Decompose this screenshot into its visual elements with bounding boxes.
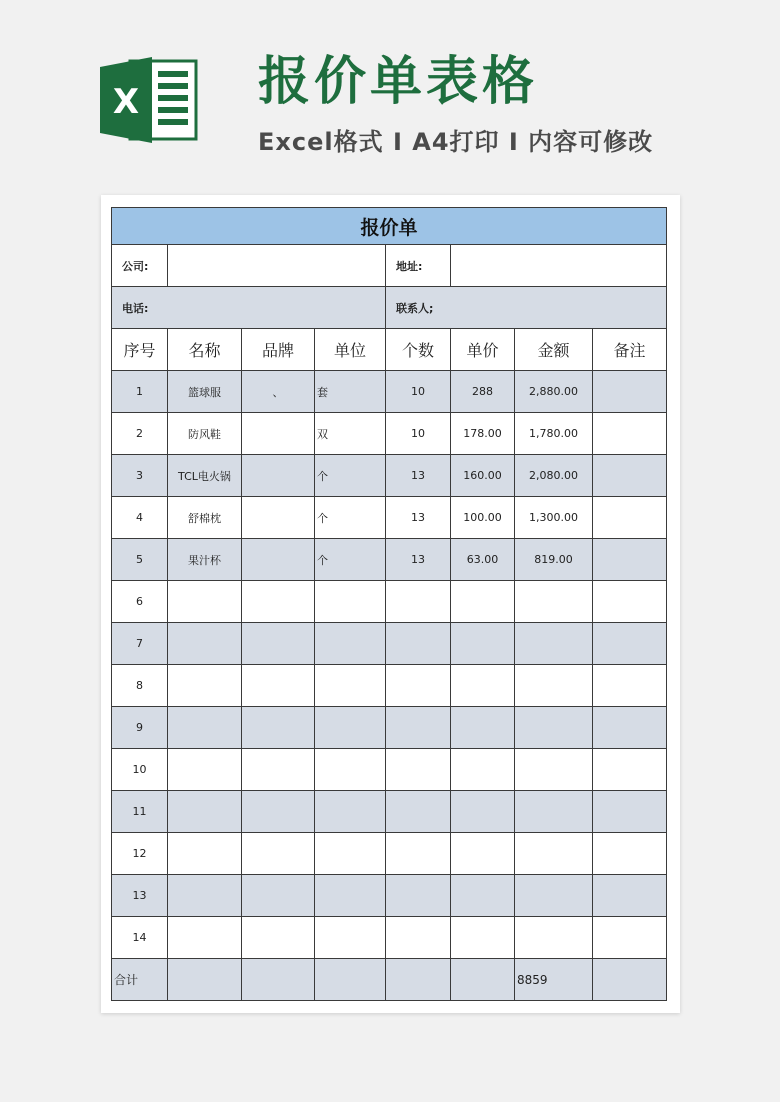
unit-price-cell[interactable] [451,665,515,707]
unit-cell[interactable]: 个 [315,455,386,497]
item-name-cell[interactable] [168,833,242,875]
amount-cell[interactable] [515,791,593,833]
item-name-cell[interactable] [168,665,242,707]
unit-cell[interactable] [315,791,386,833]
table-row [112,707,667,749]
unit-price-cell[interactable]: 100.00 [451,497,515,539]
note-cell[interactable] [593,875,667,917]
unit-price-cell[interactable] [451,791,515,833]
item-name-cell[interactable]: 篮球服 [168,371,242,413]
table-row [112,623,667,665]
phone-label[interactable]: 电话: [112,287,386,329]
item-name-cell[interactable]: 舒棉枕 [168,497,242,539]
sheet-title-row [112,208,667,245]
amount-cell[interactable] [515,749,593,791]
quantity-cell[interactable]: 10 [386,371,451,413]
unit-price-cell[interactable]: 178.00 [451,413,515,455]
column-header: 品牌 [242,329,315,371]
unit-price-cell[interactable]: 160.00 [451,455,515,497]
unit-cell[interactable] [315,917,386,959]
unit-price-cell[interactable] [451,875,515,917]
item-name-cell[interactable] [168,875,242,917]
unit-price-cell[interactable]: 63.00 [451,539,515,581]
note-cell[interactable] [593,833,667,875]
quantity-cell[interactable]: 13 [386,539,451,581]
note-cell[interactable] [593,371,667,413]
row-number-cell[interactable]: 3 [112,455,168,497]
quantity-cell[interactable]: 13 [386,455,451,497]
table-row [112,665,667,707]
quantity-cell[interactable] [386,833,451,875]
item-name-cell[interactable] [168,581,242,623]
table-row [112,581,667,623]
amount-cell[interactable]: 1,780.00 [515,413,593,455]
note-cell[interactable] [593,413,667,455]
unit-cell[interactable] [315,749,386,791]
unit-cell[interactable] [315,581,386,623]
column-header: 备注 [593,329,667,371]
brand-cell[interactable] [242,791,315,833]
unit-price-cell[interactable] [451,749,515,791]
amount-cell[interactable]: 2,080.00 [515,455,593,497]
company-cell[interactable] [168,245,386,287]
amount-cell[interactable] [515,581,593,623]
total-row [112,959,667,1001]
brand-cell[interactable] [242,833,315,875]
row-number-cell[interactable]: 9 [112,707,168,749]
total-label: 合计 [112,959,168,1001]
item-name-cell[interactable] [168,917,242,959]
amount-cell[interactable] [515,665,593,707]
phone-row [112,287,667,329]
quantity-cell[interactable] [386,791,451,833]
note-cell[interactable] [593,749,667,791]
spreadsheet-page [101,195,680,1013]
row-number-cell[interactable]: 2 [112,413,168,455]
unit-cell[interactable] [315,833,386,875]
note-cell[interactable] [593,665,667,707]
table-row [112,917,667,959]
item-name-cell[interactable] [168,707,242,749]
brand-cell[interactable] [242,455,315,497]
unit-price-cell[interactable] [451,707,515,749]
column-header: 个数 [386,329,451,371]
brand-cell[interactable] [242,665,315,707]
item-name-cell[interactable] [168,749,242,791]
row-number-cell[interactable]: 11 [112,791,168,833]
amount-cell[interactable] [515,917,593,959]
column-header: 名称 [168,329,242,371]
item-name-cell[interactable]: 防风鞋 [168,413,242,455]
quantity-cell[interactable] [386,707,451,749]
quantity-cell[interactable] [386,875,451,917]
note-cell[interactable] [593,581,667,623]
note-cell[interactable] [593,539,667,581]
banner-title: 报价单表格 [258,52,539,112]
address-cell[interactable] [451,245,667,287]
total-amount[interactable]: 8859 [515,959,593,1001]
quantity-cell[interactable] [386,665,451,707]
column-header-row [112,329,667,371]
brand-cell[interactable] [242,623,315,665]
quotation-table [111,207,667,1001]
note-cell[interactable] [593,455,667,497]
unit-cell[interactable]: 个 [315,539,386,581]
brand-cell[interactable] [242,875,315,917]
note-cell[interactable] [593,917,667,959]
note-cell[interactable] [593,791,667,833]
address-label: 地址: [386,245,451,287]
logo-letter: X [112,82,140,122]
item-name-cell[interactable]: TCL电火锅 [168,455,242,497]
row-number-cell[interactable]: 1 [112,371,168,413]
table-row [112,371,667,413]
table-row [112,833,667,875]
column-header: 单位 [315,329,386,371]
item-name-cell[interactable] [168,791,242,833]
table-row [112,497,667,539]
table-row [112,413,667,455]
brand-cell[interactable] [242,707,315,749]
column-header: 单价 [451,329,515,371]
amount-cell[interactable] [515,623,593,665]
brand-cell[interactable] [242,749,315,791]
unit-cell[interactable] [315,875,386,917]
item-name-cell[interactable]: 果汁杯 [168,539,242,581]
table-cell[interactable] [593,959,667,1001]
row-number-cell[interactable]: 8 [112,665,168,707]
amount-cell[interactable] [515,707,593,749]
table-row [112,791,667,833]
excel-logo-icon [100,55,200,145]
row-number-cell[interactable]: 10 [112,749,168,791]
brand-cell[interactable] [242,917,315,959]
item-name-cell[interactable] [168,623,242,665]
amount-cell[interactable] [515,875,593,917]
column-header: 序号 [112,329,168,371]
table-row [112,539,667,581]
unit-cell[interactable]: 个 [315,497,386,539]
quantity-cell[interactable] [386,581,451,623]
brand-cell[interactable] [242,497,315,539]
row-number-cell[interactable]: 12 [112,833,168,875]
table-cell[interactable] [315,959,386,1001]
row-number-cell[interactable]: 5 [112,539,168,581]
unit-cell[interactable]: 双 [315,413,386,455]
table-cell[interactable] [386,959,451,1001]
row-number-cell[interactable]: 6 [112,581,168,623]
unit-price-cell[interactable] [451,833,515,875]
quantity-cell[interactable]: 10 [386,413,451,455]
note-cell[interactable] [593,623,667,665]
banner-subtitle: Excel格式 I A4打印 I 内容可修改 [258,128,654,156]
amount-cell[interactable] [515,833,593,875]
quantity-cell[interactable] [386,917,451,959]
note-cell[interactable] [593,497,667,539]
unit-price-cell[interactable]: 288 [451,371,515,413]
amount-cell[interactable]: 819.00 [515,539,593,581]
brand-cell[interactable] [242,413,315,455]
row-number-cell[interactable]: 4 [112,497,168,539]
unit-price-cell[interactable] [451,581,515,623]
row-number-cell[interactable]: 13 [112,875,168,917]
note-cell[interactable] [593,707,667,749]
table-cell[interactable] [242,959,315,1001]
amount-cell[interactable]: 1,300.00 [515,497,593,539]
unit-price-cell[interactable] [451,623,515,665]
table-row [112,875,667,917]
unit-cell[interactable] [315,623,386,665]
amount-cell[interactable]: 2,880.00 [515,371,593,413]
row-number-cell[interactable]: 7 [112,623,168,665]
company-row [112,245,667,287]
table-cell[interactable] [451,959,515,1001]
quantity-cell[interactable] [386,623,451,665]
brand-cell[interactable] [242,581,315,623]
unit-cell[interactable] [315,707,386,749]
brand-cell[interactable]: 、 [242,371,315,413]
quantity-cell[interactable]: 13 [386,497,451,539]
column-header: 金额 [515,329,593,371]
row-number-cell[interactable]: 14 [112,917,168,959]
table-cell[interactable] [168,959,242,1001]
table-row [112,455,667,497]
unit-cell[interactable] [315,665,386,707]
sheet-title: 报价单 [112,208,667,245]
brand-cell[interactable] [242,539,315,581]
unit-cell[interactable]: 套 [315,371,386,413]
company-label: 公司: [112,245,168,287]
table-row [112,749,667,791]
unit-price-cell[interactable] [451,917,515,959]
quantity-cell[interactable] [386,749,451,791]
contact-label[interactable]: 联系人; [386,287,667,329]
